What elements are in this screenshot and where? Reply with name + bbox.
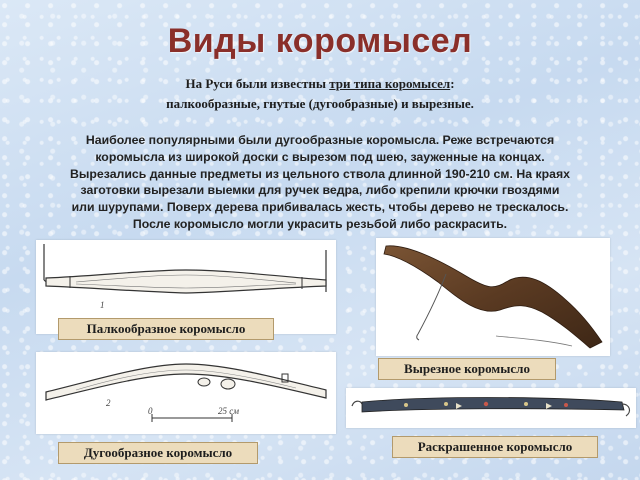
caption-painted-yoke: Раскрашенное коромысло <box>392 436 598 458</box>
figure-number-1: 1 <box>100 300 105 310</box>
page-title: Виды коромысел <box>167 22 473 60</box>
description-line: Вырезались данные предметы из цельного ствола длинной 190-210 см. На краях <box>70 166 570 181</box>
description-line: заготовки вырезали выемки для ручек ведра, либо крепили крючки гвоздями <box>80 183 560 198</box>
scale-zero: 0 <box>148 406 153 416</box>
figure-number-2: 2 <box>106 398 111 408</box>
caption-arched-yoke: Дугообразное коромысло <box>58 442 258 464</box>
intro-underlined: три типа коромысел <box>329 76 451 91</box>
intro-prefix: На Руси были известны <box>185 76 330 91</box>
arched-yoke-drawing <box>36 352 336 434</box>
painted-yoke-illustration <box>346 388 636 428</box>
description-line: или шурупами. Поверх дерева прибивалась жесть, чтобы дерево не трескалось. <box>71 200 569 215</box>
painted-yoke-photo <box>346 388 636 428</box>
description-line: Наиболее популярными были дугообразные коромысла. Реже встречаются <box>85 133 555 147</box>
description-line: После коромысло могли украсить резьбой либо раскрасить. <box>132 216 508 231</box>
intro-line-2: палкообразные, гнутые (дугообразные) и вырезные. <box>166 96 474 111</box>
intro-text <box>0 74 640 114</box>
carved-yoke-illustration <box>376 238 610 356</box>
carved-yoke-photo <box>376 238 610 356</box>
intro-suffix: : <box>450 76 455 91</box>
intro-line-1 <box>0 74 640 94</box>
caption-carved-yoke: Вырезное коромысло <box>378 358 556 380</box>
arched-yoke-illustration <box>36 352 336 434</box>
description-text <box>14 132 626 233</box>
caption-stick-yoke: Палкообразное коромысло <box>58 318 274 340</box>
scale-value: 25 см <box>218 406 239 416</box>
description-line: коромысла из широкой доски с вырезом под шею, зауженные на концах. <box>95 149 545 164</box>
